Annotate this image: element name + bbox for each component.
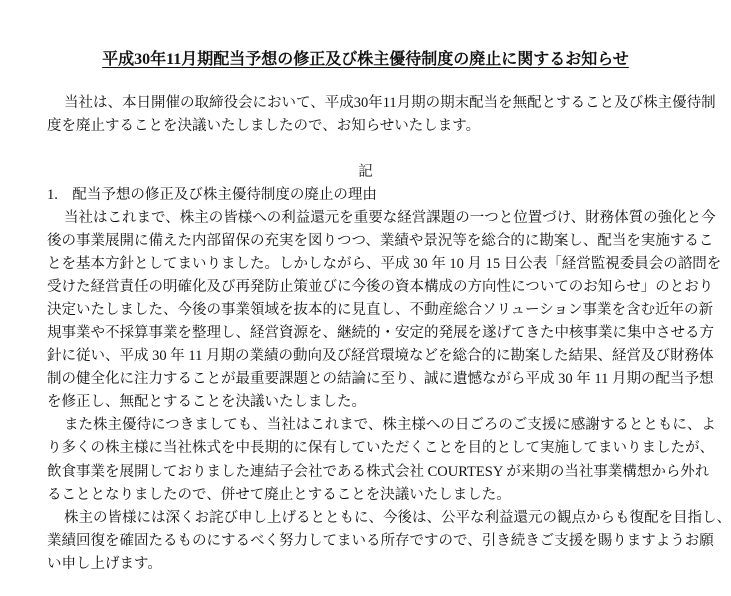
ki-heading: 記	[358, 164, 373, 180]
body-line: 制の健全化に注力することが最重要課題との結論に至り、誠に遺憾ながら平成 30 年 11 月期の配当予想	[47, 371, 714, 387]
section-heading: 1. 配当予想の修正及び株主優待制度の廃止の理由	[47, 187, 377, 203]
body-line: 決定いたしました、今後の事業領域を抜本的に見直し、不動産総合ソリューション事業を含む近年の新	[47, 302, 713, 318]
body-line: 後の事業展開に備えた内部留保の充実を図りつつ、業績や景況等を総合的に勘案し、配当を実施するこ	[47, 233, 714, 249]
body-line: 規事業や不採算事業を整理し、経営資源を、継続的・安定的発展を遂げてきた中核事業に集中させる方	[47, 325, 714, 341]
intro-line: 度を廃止することを決議いたしましたので、お知らせいたします。	[47, 118, 481, 134]
intro-line: 当社は、本日開催の取締役会において、平成30年11月期の期末配当を無配とすること及び株主優待制	[64, 95, 716, 111]
body-line: い申し上げます。	[47, 556, 162, 572]
body-line: とを基本方針としてまいりました。しかしながら、平成 30 年 10 月 15 日公表「経営監視委員会の諮問を	[47, 256, 722, 272]
body-line: 株主の皆様には深くお詫び申し上げるとともに、今後は、公平な利益還元の観点からも復配を目指し、	[64, 510, 731, 526]
body-line: り多くの株主様に当社株式を中長期的に保有していただくことを目的として実施してまいりましたが、	[47, 440, 714, 456]
body-line: 針に従い、平成 30 年 11 月期の業績の動向及び経営環境などを総合的に勘案した結果、経営及び財務体	[47, 348, 714, 364]
body-line: 業績回復を確固たるものにするべく努力してまいる所存ですので、引き続きご支援を賜りますようお願	[47, 533, 714, 549]
body-line: 当社はこれまで、株主の皆様への利益還元を重要な経営課題の一つと位置づけ、財務体質の強化と今	[64, 210, 716, 226]
body-line: ることとなりましたので、併せて廃止とすることを決議いたしました。	[47, 487, 511, 503]
body-line: を修正し、無配とすることを決議いたしました。	[47, 394, 366, 410]
document-title-text: 平成30年11月期配当予想の修正及び株主優待制度の廃止に関するお知らせ	[102, 51, 629, 68]
body-line: また株主優待につきましても、当社はこれまで、株主様への日ごろのご支援に感謝するとともに、よ	[64, 417, 716, 433]
body-line: 飲食事業を展開しておりました連結子会社である株式会社 COURTESY が来期の当社事業構想から外れ	[47, 464, 710, 480]
body-line: 受けた経営責任の明確化及び再発防止策並びに今後の資本構成の方向性についてのお知らせ」のとおり	[47, 279, 714, 295]
document-title	[0, 46, 731, 69]
